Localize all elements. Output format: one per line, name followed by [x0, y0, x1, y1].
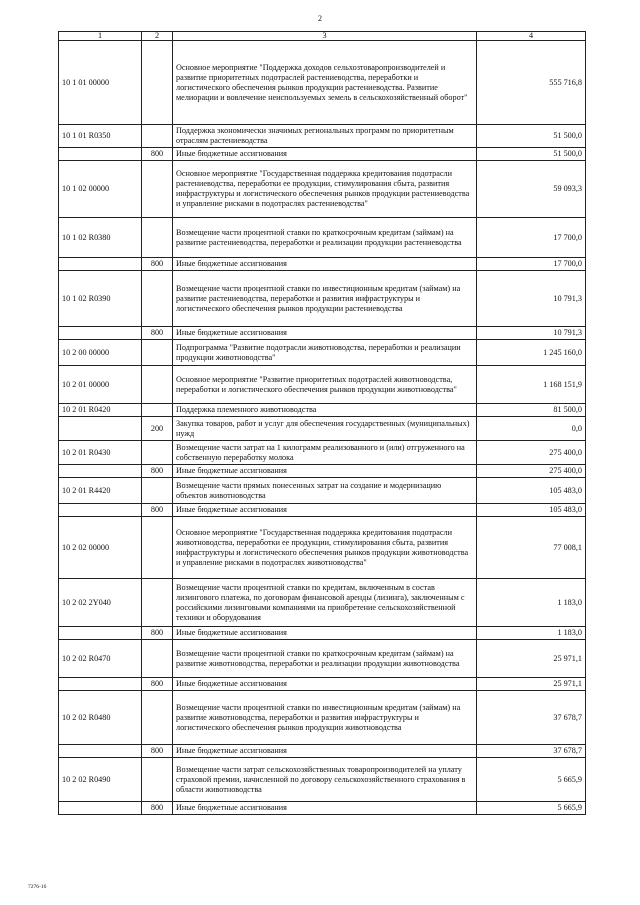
- row-amount: 105 483,0: [477, 504, 586, 517]
- table-row: [59, 258, 586, 271]
- row-code: [59, 465, 142, 478]
- row-name: Иные бюджетные ассигнования: [173, 504, 477, 517]
- row-expense-type: 200: [142, 417, 173, 441]
- row-expense-type: [142, 579, 173, 627]
- row-amount: 275 400,0: [477, 441, 586, 465]
- row-expense-type: [142, 640, 173, 678]
- row-amount: 25 971,1: [477, 640, 586, 678]
- row-name: Иные бюджетные ассигнования: [173, 258, 477, 271]
- table-row: [59, 161, 586, 218]
- row-amount: 10 791,3: [477, 327, 586, 340]
- page-number: 2: [318, 14, 322, 23]
- budget-table: [58, 31, 586, 815]
- row-amount: 17 700,0: [477, 258, 586, 271]
- row-name: Иные бюджетные ассигнования: [173, 678, 477, 691]
- row-expense-type: [142, 478, 173, 504]
- row-expense-type: 800: [142, 627, 173, 640]
- row-name: Поддержка племенного животноводства: [173, 404, 477, 417]
- row-expense-type: [142, 691, 173, 745]
- row-amount: 51 500,0: [477, 125, 586, 148]
- row-name: Иные бюджетные ассигнования: [173, 802, 477, 815]
- table-row: [59, 627, 586, 640]
- row-amount: 105 483,0: [477, 478, 586, 504]
- table-row: [59, 366, 586, 404]
- row-code: 10 1 02 R0390: [59, 271, 142, 327]
- row-code: [59, 678, 142, 691]
- footer-code: 7276-16: [28, 884, 47, 890]
- row-name: Подпрограмма "Развитие подотрасли животноводства, переработки и реализации продукции животноводства": [173, 340, 477, 366]
- row-amount: 275 400,0: [477, 465, 586, 478]
- row-code: [59, 802, 142, 815]
- table-row: [59, 404, 586, 417]
- row-amount: 1 168 151,9: [477, 366, 586, 404]
- row-expense-type: [142, 366, 173, 404]
- row-expense-type: [142, 41, 173, 125]
- header-col-1: 1: [59, 32, 142, 41]
- row-code: [59, 504, 142, 517]
- table-row: [59, 441, 586, 465]
- row-name: Закупка товаров, работ и услуг для обеспечения государственных (муниципальных) нужд: [173, 417, 477, 441]
- row-name: Иные бюджетные ассигнования: [173, 148, 477, 161]
- row-amount: 25 971,1: [477, 678, 586, 691]
- row-code: [59, 417, 142, 441]
- row-expense-type: 800: [142, 678, 173, 691]
- table-row: [59, 125, 586, 148]
- row-code: 10 1 02 00000: [59, 161, 142, 218]
- row-expense-type: [142, 218, 173, 258]
- row-name: Иные бюджетные ассигнования: [173, 327, 477, 340]
- row-name: Возмещение части процентной ставки по кредитам, включенным в состав лизингового платежа, по договорам финансовой аренды (лизинга), заключенным с российскими лизинговыми компаниями на приобретение сельскохозяйственной техники и оборудования: [173, 579, 477, 627]
- row-amount: 1 183,0: [477, 579, 586, 627]
- row-expense-type: [142, 758, 173, 802]
- table-row: [59, 148, 586, 161]
- row-amount: 10 791,3: [477, 271, 586, 327]
- table-row: [59, 271, 586, 327]
- row-name: Возмещение части процентной ставки по краткосрочным кредитам (займам) на развитие животноводства, переработки и реализации продукции животноводства: [173, 640, 477, 678]
- table-row: [59, 41, 586, 125]
- row-expense-type: [142, 125, 173, 148]
- row-amount: 1 183,0: [477, 627, 586, 640]
- row-amount: 51 500,0: [477, 148, 586, 161]
- row-expense-type: 800: [142, 258, 173, 271]
- row-code: [59, 627, 142, 640]
- row-code: 10 2 01 R0430: [59, 441, 142, 465]
- header-col-3: 3: [173, 32, 477, 41]
- row-code: 10 2 01 R4420: [59, 478, 142, 504]
- row-amount: 5 665,9: [477, 758, 586, 802]
- row-code: [59, 745, 142, 758]
- table-row: [59, 745, 586, 758]
- table-row: [59, 465, 586, 478]
- table-row: [59, 758, 586, 802]
- row-name: Основное мероприятие "Государственная поддержка кредитования подотрасли растениеводства, переработки ее продукции, стимулирования сбыта, развития инфраструктуры и логистического обеспечения рынков продукции растениеводства и управление рисками в подотраслях растениеводства": [173, 161, 477, 218]
- header-col-4: 4: [477, 32, 586, 41]
- row-name: Иные бюджетные ассигнования: [173, 627, 477, 640]
- row-amount: 77 008,1: [477, 517, 586, 579]
- table-row: [59, 417, 586, 441]
- row-name: Основное мероприятие "Развитие приоритетных подотраслей животноводства, переработки и логистического обеспечения рынков продукции животноводства": [173, 366, 477, 404]
- table-row: [59, 504, 586, 517]
- row-code: 10 2 00 00000: [59, 340, 142, 366]
- row-amount: 0,0: [477, 417, 586, 441]
- row-name: Иные бюджетные ассигнования: [173, 745, 477, 758]
- row-expense-type: [142, 441, 173, 465]
- row-code: [59, 148, 142, 161]
- table-row: [59, 691, 586, 745]
- row-amount: 17 700,0: [477, 218, 586, 258]
- table-row: [59, 327, 586, 340]
- table-row: [59, 340, 586, 366]
- header-row: [59, 32, 586, 41]
- table-row: [59, 802, 586, 815]
- table-row: [59, 640, 586, 678]
- header-col-2: 2: [142, 32, 173, 41]
- table-body: [59, 41, 586, 815]
- row-code: 10 1 01 00000: [59, 41, 142, 125]
- row-name: Основное мероприятие "Поддержка доходов сельхозтоваропроизводителей и развитие приоритетных подотраслей растениеводства, переработки и логистического обеспечения рынков продукции растениеводства. Развитие мелиорации и вовлечение неиспользуемых земель в сельскохозяйственный оборот": [173, 41, 477, 125]
- row-name: Возмещение части процентной ставки по инвестиционным кредитам (займам) на развитие растениеводства, переработки и развития инфраструктуры и логистического обеспечения рынков продукции растениеводства: [173, 271, 477, 327]
- row-code: [59, 258, 142, 271]
- row-expense-type: 800: [142, 745, 173, 758]
- row-code: 10 2 01 R0420: [59, 404, 142, 417]
- row-name: Возмещение части процентной ставки по инвестиционным кредитам (займам) на развитие животноводства, переработки и развития инфраструктуры и логистического обеспечения рынков продукции животноводства: [173, 691, 477, 745]
- row-name: Иные бюджетные ассигнования: [173, 465, 477, 478]
- row-name: Возмещение части процентной ставки по краткосрочным кредитам (займам) на развитие растениеводства, переработки и реализации продукции растениеводства: [173, 218, 477, 258]
- row-amount: 555 716,8: [477, 41, 586, 125]
- table-row: [59, 218, 586, 258]
- row-code: 10 2 02 2Y040: [59, 579, 142, 627]
- row-expense-type: 800: [142, 327, 173, 340]
- row-amount: 37 678,7: [477, 745, 586, 758]
- row-name: Возмещение части затрат на 1 килограмм реализованного и (или) отгруженного на собственную переработку молока: [173, 441, 477, 465]
- row-expense-type: 800: [142, 465, 173, 478]
- row-code: 10 2 02 R0480: [59, 691, 142, 745]
- row-amount: 59 093,3: [477, 161, 586, 218]
- row-code: 10 1 01 R0350: [59, 125, 142, 148]
- row-expense-type: [142, 161, 173, 218]
- row-expense-type: 800: [142, 802, 173, 815]
- table-row: [59, 678, 586, 691]
- row-expense-type: [142, 517, 173, 579]
- row-amount: 81 500,0: [477, 404, 586, 417]
- row-expense-type: [142, 340, 173, 366]
- row-amount: 1 245 160,0: [477, 340, 586, 366]
- table-row: [59, 517, 586, 579]
- row-code: 10 2 02 00000: [59, 517, 142, 579]
- row-name: Поддержка экономически значимых региональных программ по приоритетным отраслям растениеводства: [173, 125, 477, 148]
- row-code: 10 2 01 00000: [59, 366, 142, 404]
- row-code: 10 2 02 R0470: [59, 640, 142, 678]
- row-amount: 5 665,9: [477, 802, 586, 815]
- row-expense-type: [142, 271, 173, 327]
- row-code: [59, 327, 142, 340]
- row-amount: 37 678,7: [477, 691, 586, 745]
- row-expense-type: 800: [142, 504, 173, 517]
- row-code: 10 1 02 R0380: [59, 218, 142, 258]
- row-expense-type: [142, 404, 173, 417]
- row-code: 10 2 02 R0490: [59, 758, 142, 802]
- table-row: [59, 579, 586, 627]
- table-row: [59, 478, 586, 504]
- row-name: Возмещение части прямых понесенных затрат на создание и модернизацию объектов животноводства: [173, 478, 477, 504]
- row-name: Основное мероприятие "Государственная поддержка кредитования подотрасли животноводства, переработки ее продукции, стимулирования сбыта, развития инфраструктуры и логистического обеспечения рынков продукции животноводства и управление рисками в подотраслях животноводства": [173, 517, 477, 579]
- row-name: Возмещение части затрат сельскохозяйственных товаропроизводителей на уплату страховой премии, начисленной по договору сельскохозяйственного страхования в области животноводства: [173, 758, 477, 802]
- row-expense-type: 800: [142, 148, 173, 161]
